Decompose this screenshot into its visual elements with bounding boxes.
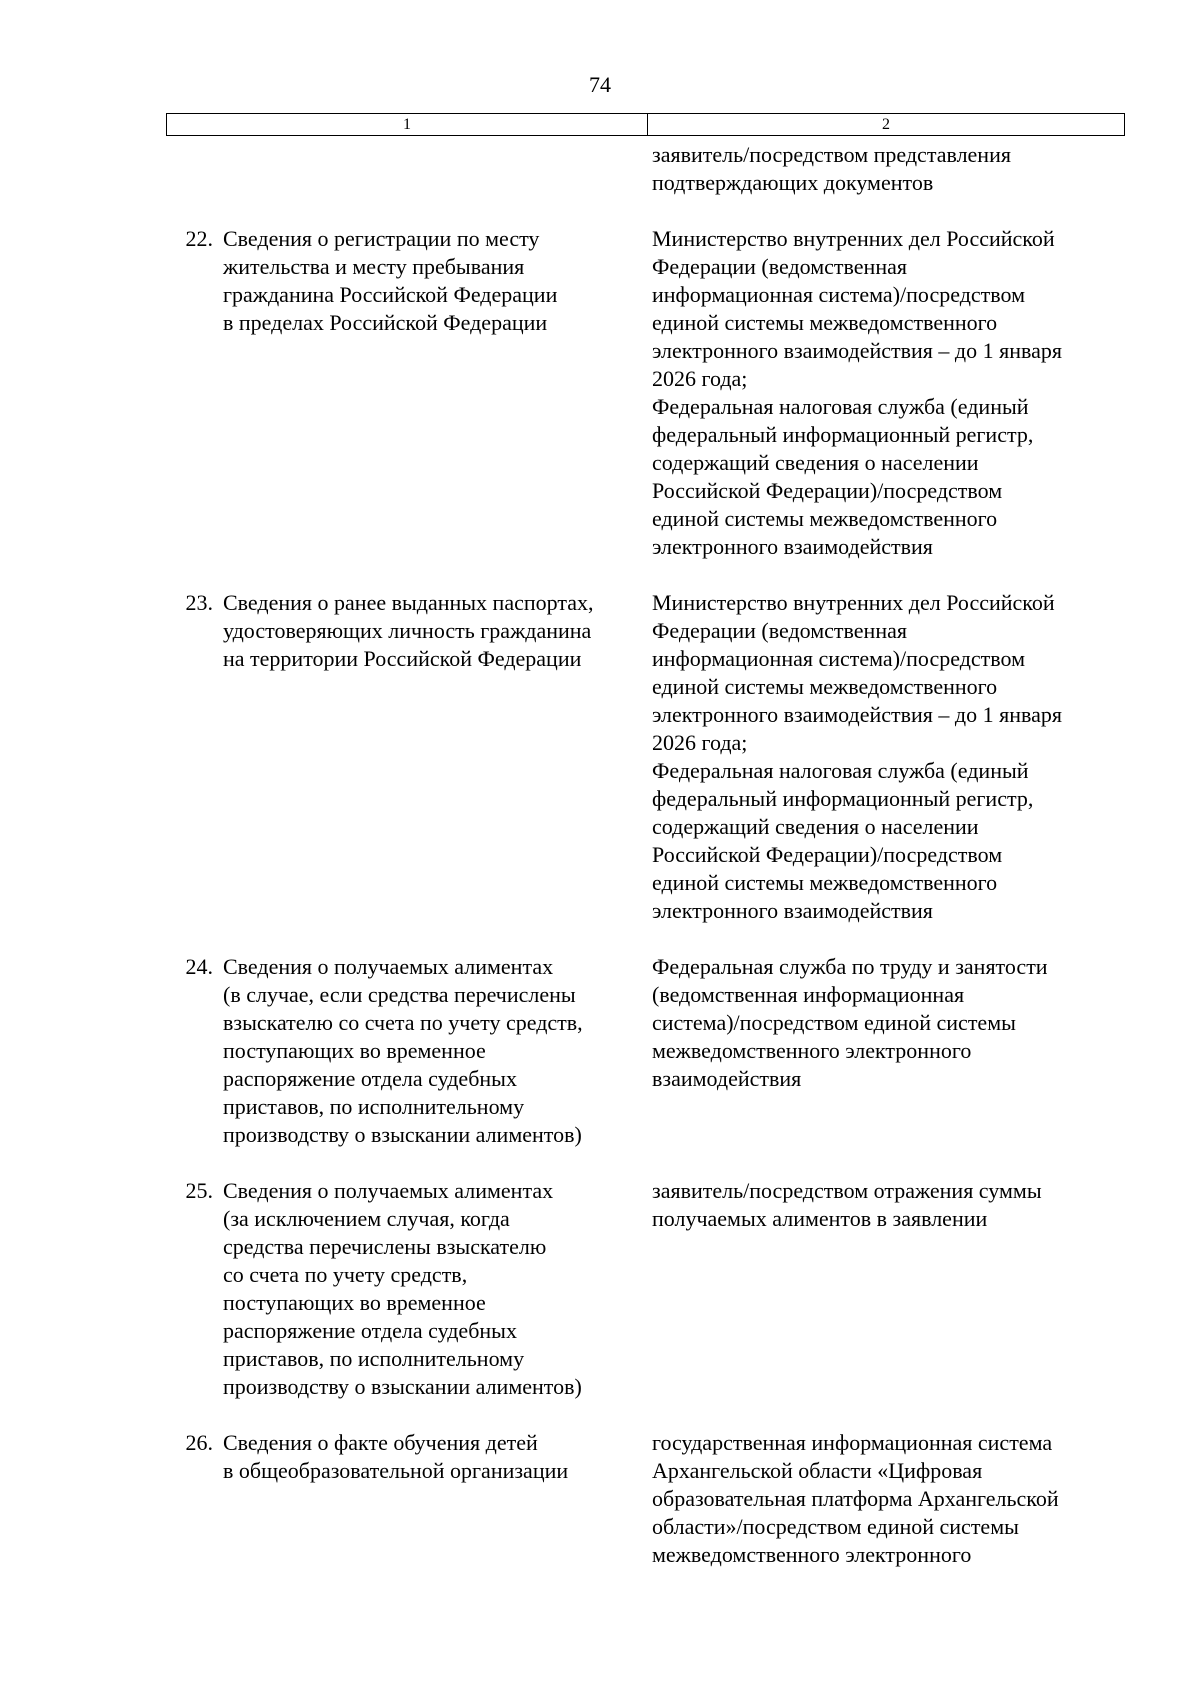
table-row-26	[0, 1429, 1200, 1569]
row-col1: Сведения о ранее выданных паспортах, удостоверяющих личность гражданина на территории Российской Федерации	[223, 590, 594, 671]
table-row-24	[0, 953, 1200, 1149]
row-col2: Министерство внутренних дел Российской Федерации (ведомственная информационная система)/посредством единой системы межведомственного электронного взаимодействия – до 1 января 2026 года; Федеральная налоговая служба (единый федеральный информационный регистр, содержащий сведения о населении Российской Федерации)/посредством единой системы межведомственного электронного взаимодействия	[652, 590, 1062, 923]
row-number: 22.	[185, 226, 213, 251]
row-number: 23.	[185, 590, 213, 615]
row-col1: Сведения о получаемых алиментах (за исключением случая, когда средства перечислены взыскателю со счета по учету средств, поступающих во временное распоряжение отдела судебных приставов, по исполнительному производству о взыскании алиментов)	[223, 1178, 582, 1399]
page-number: 74	[589, 72, 611, 97]
table-row-continuation	[0, 141, 1200, 197]
row-col2: Федеральная служба по труду и занятости (ведомственная информационная система)/посредством единой системы межведомственного электронного взаимодействия	[652, 954, 1048, 1091]
row-col2: государственная информационная система Архангельской области «Цифровая образовательная платформа Архангельской области»/посредством единой системы межведомственного электронного	[652, 1430, 1059, 1567]
row-col1: Сведения о факте обучения детей в общеобразовательной организации	[223, 1430, 569, 1483]
row-col2: заявитель/посредством отражения суммы получаемых алиментов в заявлении	[652, 1178, 1042, 1231]
table-header	[166, 113, 1125, 136]
row-col1: Сведения о регистрации по месту жительства и месту пребывания гражданина Российской Федерации в пределах Российской Федерации	[223, 226, 558, 335]
row-number: 25.	[185, 1178, 213, 1203]
row-col2: Министерство внутренних дел Российской Федерации (ведомственная информационная система)/посредством единой системы межведомственного электронного взаимодействия – до 1 января 2026 года; Федеральная налоговая служба (единый федеральный информационный регистр, содержащий сведения о населении Российской Федерации)/посредством единой системы межведомственного электронного взаимодействия	[652, 226, 1062, 559]
table-row-22	[0, 225, 1200, 561]
table-body	[0, 141, 1200, 1597]
row-number: 24.	[185, 954, 213, 979]
table-row-25	[0, 1177, 1200, 1401]
row-col1	[223, 141, 652, 197]
table-row-23	[0, 589, 1200, 925]
header-col-2: 2	[882, 115, 890, 133]
row-col2: заявитель/посредством представления подтверждающих документов	[652, 142, 1011, 195]
header-col-1: 1	[167, 114, 648, 135]
row-number: 26.	[185, 1430, 213, 1455]
row-col1: Сведения о получаемых алиментах (в случае, если средства перечислены взыскателю со счета по учету средств, поступающих во временное распоряжение отдела судебных приставов, по исполнительному производству о взыскании алиментов)	[223, 954, 583, 1147]
